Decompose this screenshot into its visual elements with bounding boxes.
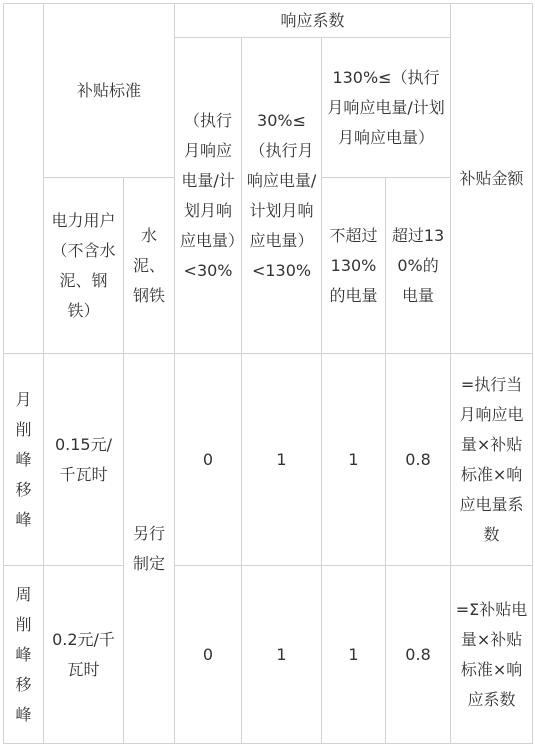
not-exceed-130-cell: 1 [322,566,386,744]
subsidy-amount-header: 补贴金额 [451,4,533,354]
subsidy-table [3,3,533,744]
coef-lt30-cell: 0 [175,566,242,744]
row-label: 月削峰移峰 [4,354,44,566]
exceed-130-cell: 0.8 [386,566,451,744]
power-rate-cell: 0.2元/千瓦时 [44,566,124,744]
coef-30-130-cell: 1 [242,566,322,744]
corner-cell [4,4,44,354]
response-coefficient-header: 响应系数 [175,4,451,38]
exceed-130-cell: 0.8 [386,354,451,566]
coef-30-130-cell: 1 [242,354,322,566]
table-row [4,354,533,566]
amount-cell: =Σ补贴电量×补贴标准×响应系数 [451,566,533,744]
coef-lt30-cell: 0 [175,354,242,566]
coef-ge130-header: 130%≤（执行月响应电量/计划月响应电量） [322,38,451,178]
table-row [4,566,533,744]
exceed-130-header: 超过130%的电量 [386,178,451,354]
not-exceed-130-cell: 1 [322,354,386,566]
cement-steel-header: 水泥、钢铁 [124,178,175,354]
cement-steel-rate-cell: 另行制定 [124,354,175,744]
amount-cell: =执行当月响应电量×补贴标准×响应电量系数 [451,354,533,566]
coef-30-130-header: 30%≤（执行月响应电量/计划月响应电量）<130% [242,38,322,354]
power-rate-cell: 0.15元/千瓦时 [44,354,124,566]
not-exceed-130-header: 不超过130%的电量 [322,178,386,354]
row-label: 周削峰移峰 [4,566,44,744]
subsidy-standard-header: 补贴标准 [44,4,175,178]
power-users-header: 电力用户（不含水泥、钢铁） [44,178,124,354]
coef-lt30-header: （执行月响应电量/计划月响应电量）<30% [175,38,242,354]
